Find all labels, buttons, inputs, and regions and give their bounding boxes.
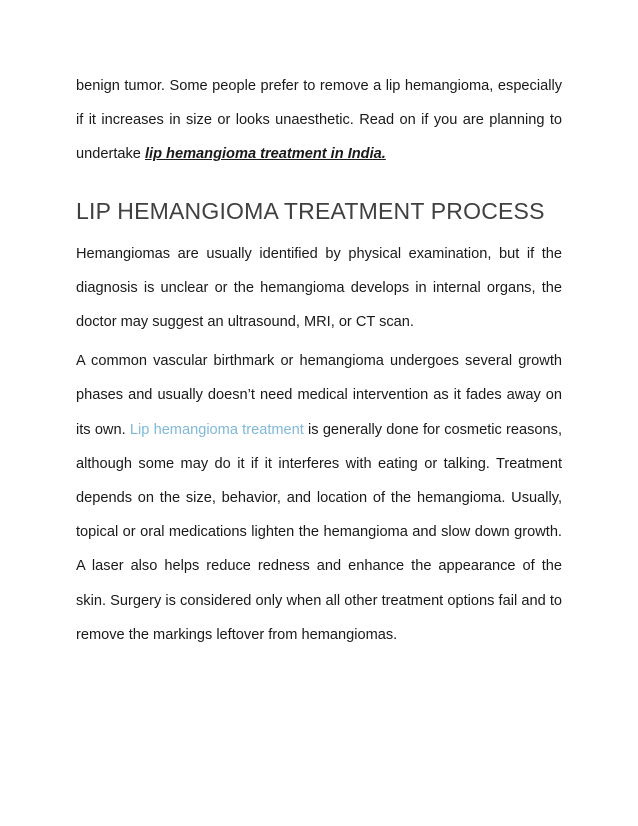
intro-text: benign tumor. Some people prefer to remove a lip hemangioma, especially if it increases in size or looks unaesthetic. Read on if you are planning to undertake	[76, 78, 562, 163]
lip-hemangioma-treatment-link[interactable]: Lip hemangioma treatment	[129, 421, 304, 438]
treatment-paragraph	[76, 344, 562, 652]
diagnosis-paragraph: Hemangiomas are usually identified by physical examination, but if the diagnosis is unclear or the hemangioma develops in internal organs, the doctor may suggest an ultrasound, MRI, or CT scan.	[76, 245, 562, 331]
treatment-text-after: is generally done for cosmetic reasons, although some may do it if it interferes with eating or talking. Treatment depends on the size, behavior, and location of the hemangioma. Usually, topical or oral medications lighten the hemangioma and slow down growth. A laser also helps reduce redness and enhance the appearance of the skin. Surgery is considered only when all other treatment options fail and to remove the markings leftover from hemangiomas.	[76, 421, 562, 643]
section-heading: LIP HEMANGIOMA TREATMENT PROCESS	[76, 197, 545, 224]
document-page	[76, 69, 562, 652]
intro-paragraph	[76, 69, 562, 172]
treatment-text-before: A common vascular birthmark or hemangioma undergoes several growth phases and usually doesn’t need medical intervention as it fades away on its own.	[76, 353, 562, 438]
india-treatment-link[interactable]: lip hemangioma treatment in India.	[144, 146, 386, 163]
